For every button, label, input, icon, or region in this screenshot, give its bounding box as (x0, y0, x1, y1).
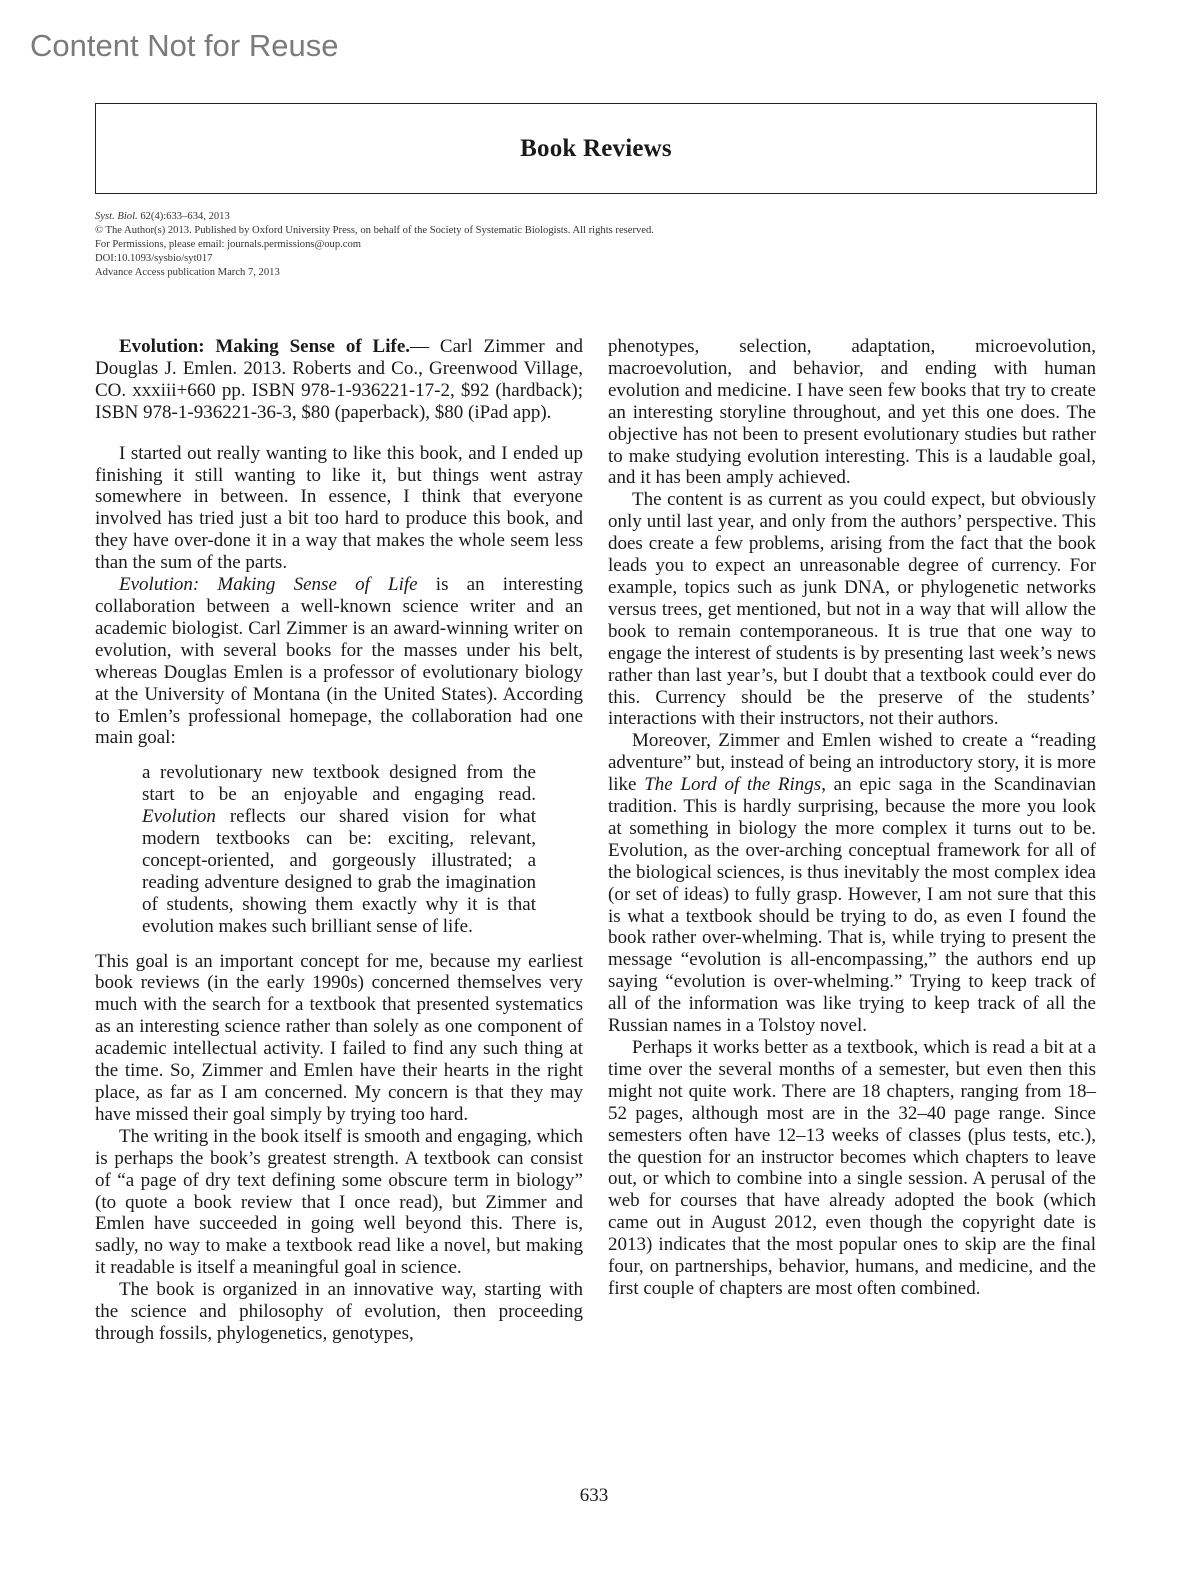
book-details: — Carl Zimmer and Douglas J. Emlen. 2013. Roberts and Co., Greenwood Village, CO. xxxiii+660 pp. ISBN 978-1-936221-17-2, $92 (hardback); ISBN 978-1-936221-36-3, $80 (paperback), $80 (iPad app). (95, 336, 583, 423)
left-column (95, 336, 583, 1345)
doi-line: DOI:10.1093/sysbio/syt017 (95, 253, 213, 264)
article-metadata (95, 210, 654, 280)
paragraph-7: Moreover, Zimmer and Emlen wished to create a “reading adventure” but, instead of being an introductory story, it is more like The Lord of the Rings, an epic saga in the Scandinavian tradition. This is hardly surprising, because the more you look at something in biology the more complex it turns out to be. Evolution, as the over-arching conceptual framework for all of the biological sciences, is thus inevitably the most complex idea (or set of ideas) to fully grasp. However, I am not sure that this is what a textbook should be trying to do, as even I found the book rather over-whelming. That is, while trying to present the message “evolution is all-encompassing,” the authors end up saying “evolution is over-whelming.” Trying to keep track of all of the information was like trying to keep track of all the Russian names in a Tolstoy novel. (608, 730, 1097, 1037)
paragraph-8: Perhaps it works better as a textbook, which is read a bit at a time over the several months of a semester, but even then this might not quite work. There are 18 chapters, ranging from 18–52 pages, although most are in the 32–40 page range. Since semesters often have 12–13 weeks of classes (plus tests, etc.), the question for an instructor becomes which chapters to leave out, or which to combine into a single session. A perusal of the web for courses that have already adopted the book (which came out in August 2012, even though the copyright date is 2013) indicates that the most popular ones to skip are the final four, on partnerships, behavior, humans, and medicine, and the first couple of chapters are most often combined. (608, 1037, 1096, 1299)
paragraph-4: The writing in the book itself is smooth and engaging, which is perhaps the book’s greatest strength. A textbook can consist of “a page of dry text defining some obscure term in biology” (to quote a book review that I once read), but Zimmer and Emlen have succeeded in going well beyond this. There is, sadly, no way to make a textbook read like a novel, but making it readable is itself a meaningful goal in science. (95, 1125, 583, 1279)
page-number: 633 (579, 1485, 609, 1506)
book-title-italic: Evolution: Making Sense of Life (119, 574, 418, 596)
section-title: Book Reviews (520, 134, 672, 162)
paragraph-6: The content is as current as you could expect, but obviously only until last year, and only from the authors’ perspective. This does create a few problems, arising from the fact that the book leads you to expect an unreasonable degree of currency. For example, topics such as junk DNA, or phylogenetic networks versus trees, get mentioned, but not in a way that will allow the book to remain contemporaneous. It is true that one way to engage the interest of students is by presenting last week’s news rather than last year’s, but I doubt that a textbook could ever do this. Currency should be the preserve of the students’ interactions with their instructors, not their authors. (608, 489, 1096, 730)
advance-access-line: Advance Access publication March 7, 2013 (95, 267, 280, 278)
citation: 62(4):633–634, 2013 (140, 211, 230, 222)
paragraph-5-continued: phenotypes, selection, adaptation, microevolution, macroevolution, and behavior, and ending with human evolution and medicine. I have seen few books that try to create an interesting storyline throughout, and yet this one does. The objective has not been to present evolutionary studies but rather to make studying evolution interesting. This is a laudable goal, and it has been amply achieved. (608, 336, 1096, 489)
paragraph-2: Evolution: Making Sense of Life is an interesting collaboration between a well-known science writer and an academic biologist. Carl Zimmer is an award-winning writer on evolution, with several books for the masses under his belt, whereas Douglas Emlen is a professor of evolutionary biology at the University of Montana (in the United States). According to Emlen’s professional homepage, the collaboration had one main goal: (95, 574, 583, 749)
book-citation (95, 336, 583, 424)
permissions-line: For Permissions, please email: journals.permissions@oup.com (95, 239, 362, 250)
paragraph-1: I started out really wanting to like this book, and I ended up finishing it still wanting to like it, but things went astray somewhere in between. In essence, I think that everyone involved has tried just a bit too hard to produce this book, and they have over-done it in a way that makes the whole seem less than the sum of the parts. (95, 442, 583, 574)
section-header-box (95, 103, 1097, 194)
right-column (608, 336, 1096, 1300)
paragraph-5: The book is organized in an innovative way, starting with the science and philosophy of evolution, then proceeding through fossils, phylogenetics, genotypes, (95, 1279, 583, 1344)
block-quote: a revolutionary new textbook designed from the start to be an enjoyable and engaging read. Evolution reflects our shared vision for what modern textbooks can be: exciting, relevant, concept-oriented, and gorgeously illustrated; a reading adventure designed to grab the imagination of students, showing them exactly why it is that evolution makes such brilliant sense of life. (142, 762, 536, 937)
citation-line (95, 210, 654, 224)
journal-name: Syst. Biol. (95, 211, 138, 222)
book-title: Evolution: Making Sense of Life. (119, 336, 411, 357)
paragraph-3: This goal is an important concept for me, because my earliest book reviews (in the early 1990s) concerned themselves very much with the search for a textbook that presented systematics as an interesting science rather than solely as one component of academic intellectual activity. I failed to find any such thing at the time. So, Zimmer and Emlen have their hearts in the right place, as far as I am concerned. My concern is that they may have missed their goal simply by trying too hard. (95, 950, 583, 1125)
copyright-line: © The Author(s) 2013. Published by Oxford University Press, on behalf of the Society of Systematic Biologists. All rights reserved. (95, 225, 654, 236)
watermark: Content Not for Reuse (30, 28, 339, 63)
